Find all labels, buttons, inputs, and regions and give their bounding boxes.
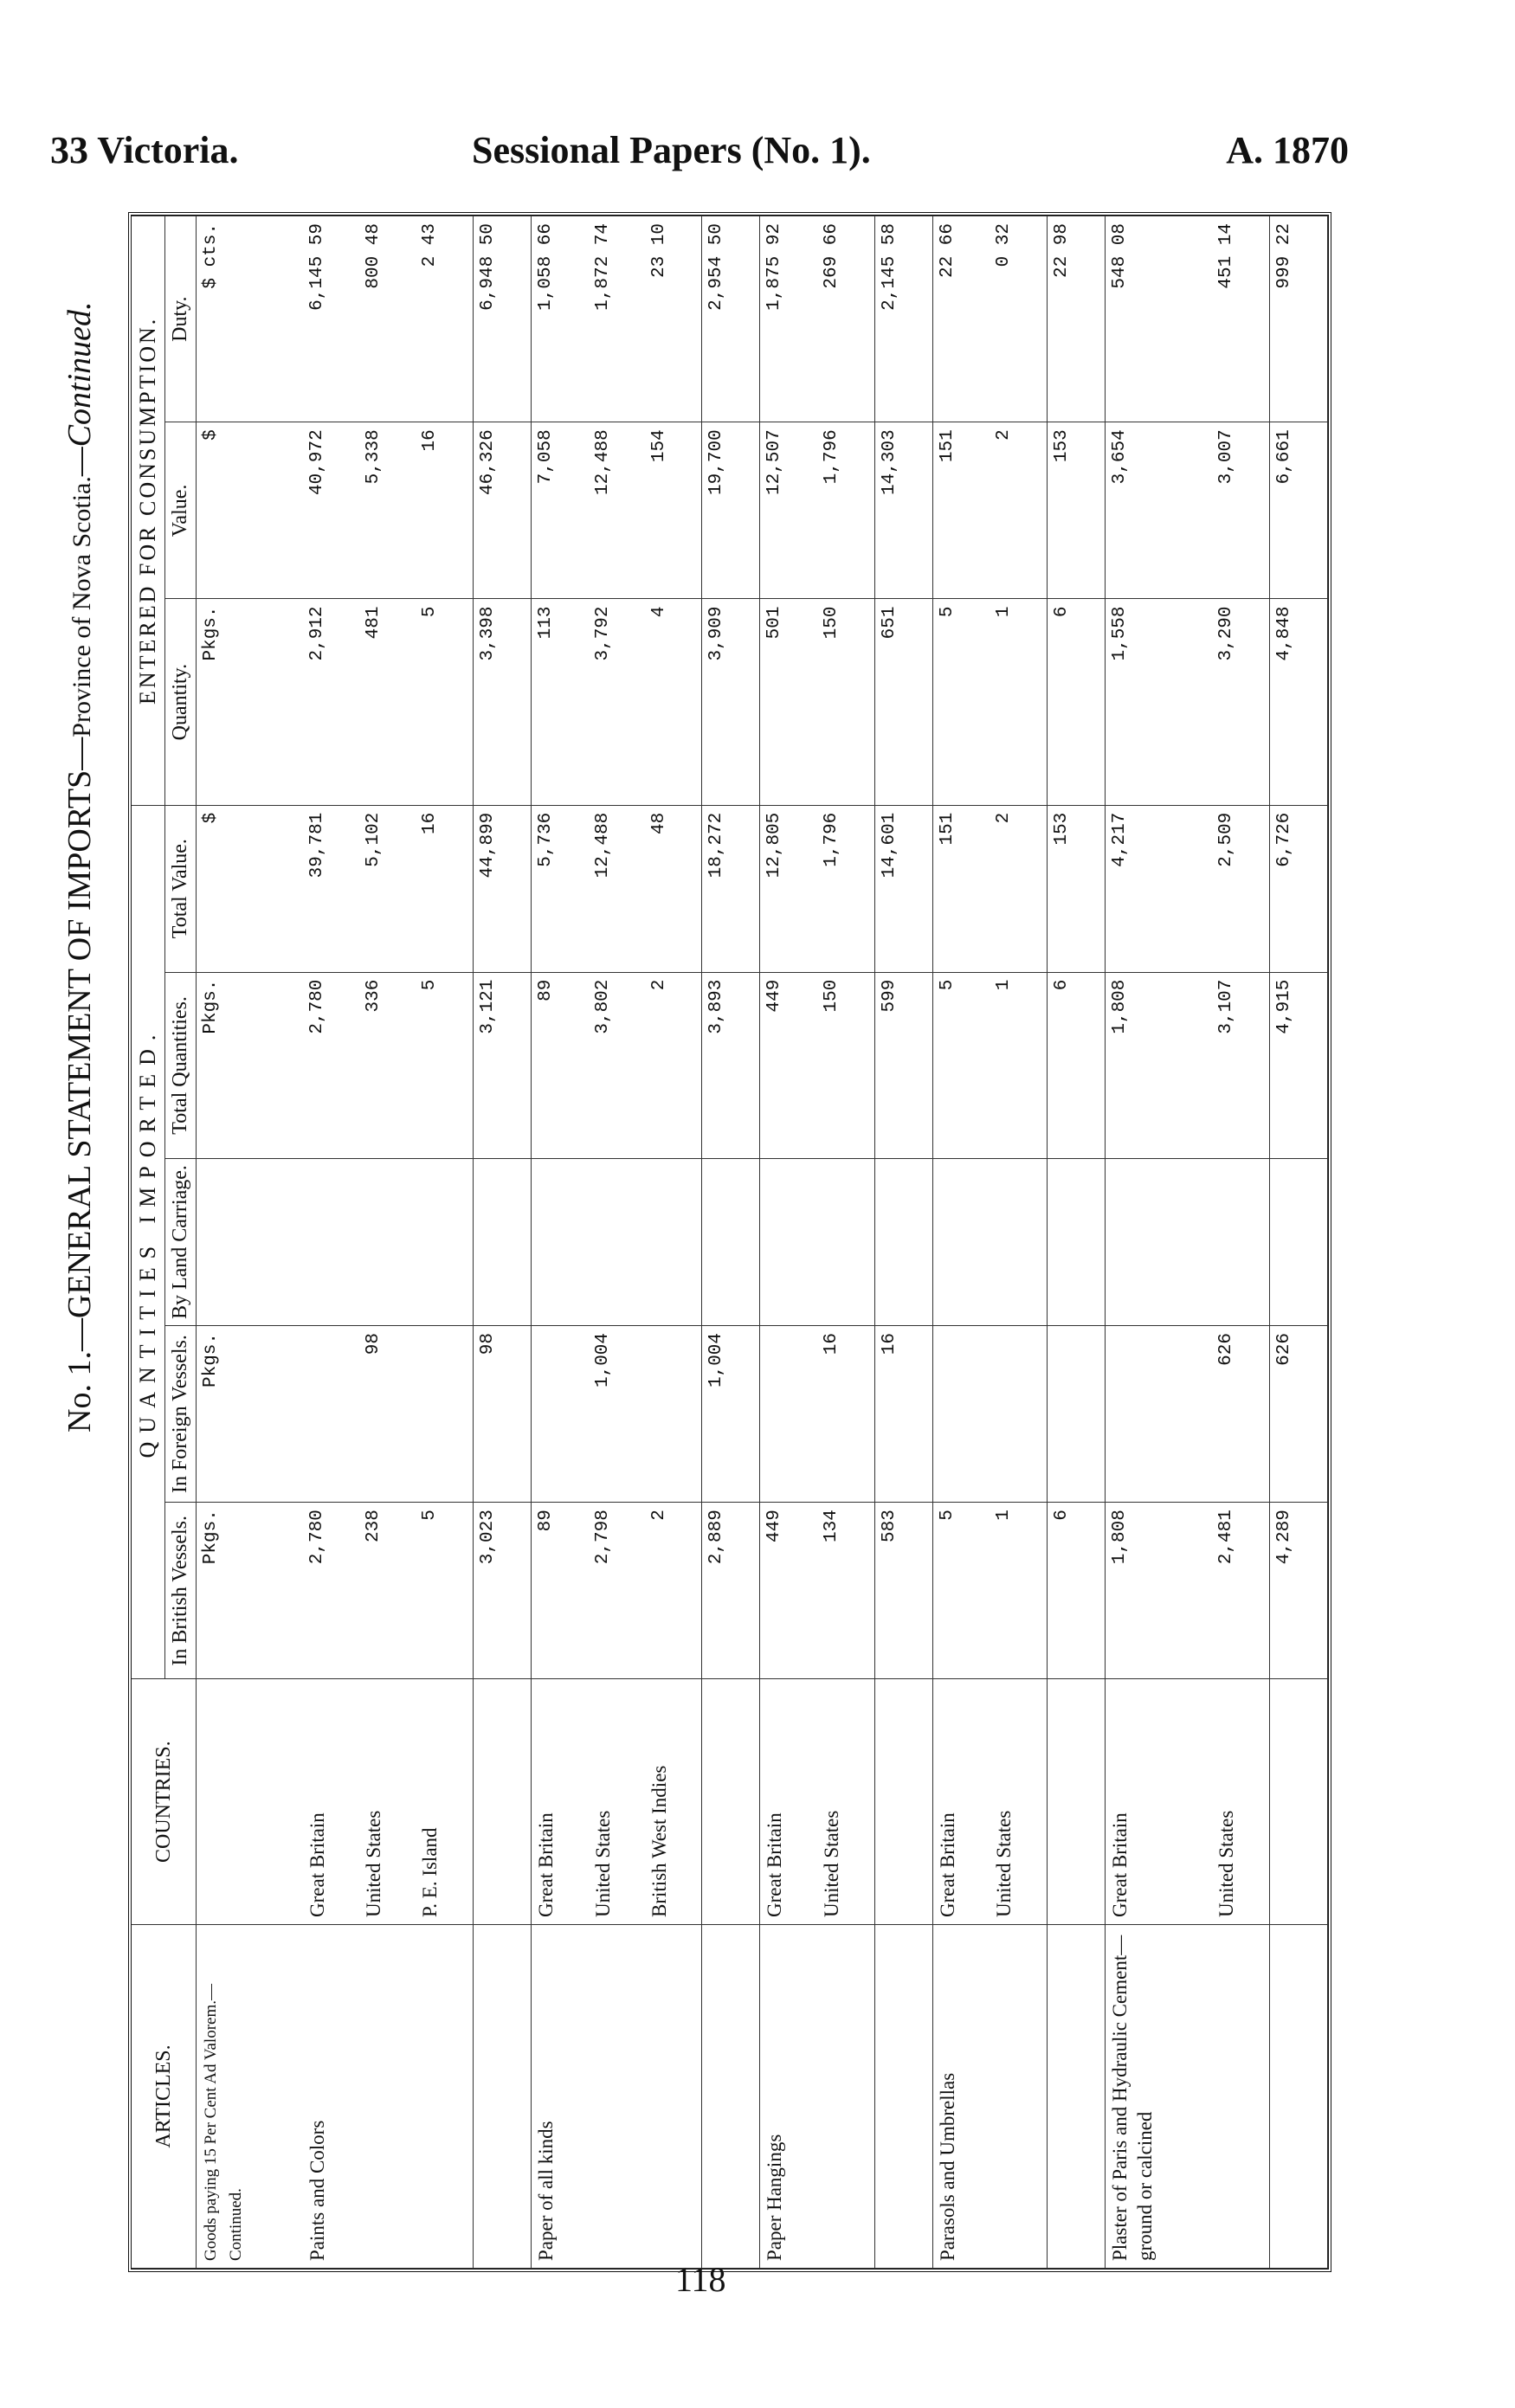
value-cell-q: 2,912 [303, 599, 359, 805]
table-row [932, 216, 990, 2269]
article-cell [990, 1924, 1047, 2268]
col-articles: ARTICLES. [132, 1924, 197, 2268]
section-heading: Goods paying 15 Per Cent Ad Valorem.—Continued. [197, 1924, 303, 2268]
value-cell-land [589, 1159, 645, 1326]
total-cell-foreign: 16 [874, 1326, 932, 1503]
value-cell-land [359, 1159, 416, 1326]
value-cell-d: 0 32 [990, 216, 1047, 422]
value-cell-tq: 449 [760, 972, 817, 1159]
unit-dollar: $ [197, 805, 303, 972]
title-sub: Province of Nova Scotia. [68, 476, 96, 737]
value-cell-land [817, 1159, 874, 1326]
value-cell-d: 269 66 [817, 216, 874, 422]
total-cell-land [874, 1159, 932, 1326]
value-cell-d: 2 43 [416, 216, 473, 422]
value-cell-land [416, 1159, 473, 1326]
total-cell-british: 2,889 [702, 1503, 760, 1679]
value-cell-q: 3,290 [1212, 599, 1269, 805]
value-cell-q: 5 [416, 599, 473, 805]
total-cell-tq: 599 [874, 972, 932, 1159]
article-cell [589, 1924, 645, 2268]
total-cell-tq: 3,121 [473, 972, 531, 1159]
value-cell-land [645, 1159, 702, 1326]
total-cell-v: 14,303 [874, 422, 932, 599]
total-cell-q: 6 [1048, 599, 1106, 805]
table-body [197, 216, 1328, 2269]
total-cell-tv: 44,899 [473, 805, 531, 972]
imports-table [132, 216, 1328, 2269]
value-cell-v: 3,654 [1106, 422, 1212, 599]
unit-pkgs: Pkgs. [197, 1326, 303, 1503]
value-cell-d: 1,058 66 [531, 216, 588, 422]
total-cell-d: 22 98 [1048, 216, 1106, 422]
value-cell-tv: 12,805 [760, 805, 817, 972]
value-cell-tv: 5,102 [359, 805, 416, 972]
total-cell-v: 6,661 [1269, 422, 1327, 599]
article-cell [359, 1924, 416, 2268]
country-cell: United States [359, 1679, 416, 1925]
value-cell-land [1106, 1159, 1212, 1326]
country-cell: Great Britain [303, 1679, 359, 1925]
col-value: Value. [165, 422, 197, 599]
total-cell-d: 999 22 [1269, 216, 1327, 422]
article-cell [817, 1924, 874, 2268]
table-row [1106, 216, 1212, 2269]
value-cell-foreign [1106, 1326, 1212, 1503]
total-cell-q: 4,848 [1269, 599, 1327, 805]
total-cell-british: 583 [874, 1503, 932, 1679]
total-cell-land [702, 1159, 760, 1326]
value-cell-d: 22 66 [932, 216, 990, 422]
total-cell-v: 153 [1048, 422, 1106, 599]
unit-pkgs: Pkgs. [197, 599, 303, 805]
country-cell: P. E. Island [416, 1679, 473, 1925]
total-cell-foreign: 1,004 [702, 1326, 760, 1503]
table-row [1212, 216, 1269, 2269]
value-cell-land [760, 1159, 817, 1326]
article-cell [645, 1924, 702, 2268]
total-cell-tq: 4,915 [1269, 972, 1327, 1159]
value-cell-d: 1,872 74 [589, 216, 645, 422]
value-cell-v: 3,007 [1212, 422, 1269, 599]
table-row [303, 216, 359, 2269]
total-cell-d: 2,145 58 [874, 216, 932, 422]
page-title [61, 301, 99, 1433]
total-cell-british: 4,289 [1269, 1503, 1327, 1679]
value-cell-q: 5 [932, 599, 990, 805]
country-cell: Great Britain [760, 1679, 817, 1925]
value-cell-tq: 1 [990, 972, 1047, 1159]
value-cell-british: 1 [990, 1503, 1047, 1679]
value-cell-tq: 5 [932, 972, 990, 1159]
value-cell-q: 150 [817, 599, 874, 805]
value-cell-foreign: 1,004 [589, 1326, 645, 1503]
table-row [990, 216, 1047, 2269]
total-cell-q: 3,398 [473, 599, 531, 805]
col-total-value: Total Value. [165, 805, 197, 972]
value-cell-q: 481 [359, 599, 416, 805]
value-cell-foreign [416, 1326, 473, 1503]
value-cell-v: 154 [645, 422, 702, 599]
value-cell-q: 3,792 [589, 599, 645, 805]
value-cell-british: 2 [645, 1503, 702, 1679]
table-row [359, 216, 416, 2269]
value-cell-tq: 3,107 [1212, 972, 1269, 1159]
value-cell-tv: 16 [416, 805, 473, 972]
total-cell-d: 6,948 50 [473, 216, 531, 422]
value-cell-land [531, 1159, 588, 1326]
value-cell-v: 151 [932, 422, 990, 599]
value-cell-foreign: 626 [1212, 1326, 1269, 1503]
value-cell-q: 4 [645, 599, 702, 805]
table-row [760, 216, 817, 2269]
article-cell: Paper of all kinds [531, 1924, 588, 2268]
total-cell-tv: 14,601 [874, 805, 932, 972]
total-row [1269, 216, 1327, 2269]
value-cell-tv: 12,488 [589, 805, 645, 972]
value-cell-foreign: 98 [359, 1326, 416, 1503]
total-cell-british: 6 [1048, 1503, 1106, 1679]
value-cell-foreign: 16 [817, 1326, 874, 1503]
value-cell-q: 1,558 [1106, 599, 1212, 805]
article-cell: Paints and Colors [303, 1924, 359, 2268]
value-cell-d: 451 14 [1212, 216, 1269, 422]
value-cell-land [303, 1159, 359, 1326]
value-cell-d: 23 10 [645, 216, 702, 422]
value-cell-british: 2,780 [303, 1503, 359, 1679]
value-cell-land [932, 1159, 990, 1326]
country-cell: Great Britain [1106, 1679, 1212, 1925]
value-cell-v: 12,488 [589, 422, 645, 599]
value-cell-british: 2,481 [1212, 1503, 1269, 1679]
article-cell: Plaster of Paris and Hydraulic Cement—ground or calcined [1106, 1924, 1212, 2268]
article-cell: Parasols and Umbrellas [932, 1924, 990, 2268]
value-cell-tv: 2 [990, 805, 1047, 972]
col-foreign: In Foreign Vessels. [165, 1326, 197, 1503]
value-cell-tv: 39,781 [303, 805, 359, 972]
article-cell [1212, 1924, 1269, 2268]
value-cell-q: 501 [760, 599, 817, 805]
country-cell: Great Britain [932, 1679, 990, 1925]
total-cell-foreign: 626 [1269, 1326, 1327, 1503]
total-cell-tq: 6 [1048, 972, 1106, 1159]
value-cell-tv: 5,736 [531, 805, 588, 972]
table-row [589, 216, 645, 2269]
country-cell: United States [990, 1679, 1047, 1925]
value-cell-v: 16 [416, 422, 473, 599]
value-cell-tv: 4,217 [1106, 805, 1212, 972]
value-cell-v: 7,058 [531, 422, 588, 599]
value-cell-tv: 2,509 [1212, 805, 1269, 972]
value-cell-tq: 1,808 [1106, 972, 1212, 1159]
value-cell-tv: 48 [645, 805, 702, 972]
value-cell-d: 6,145 59 [303, 216, 359, 422]
unit-pkgs: Pkgs. [197, 1503, 303, 1679]
value-cell-tq: 336 [359, 972, 416, 1159]
value-cell-foreign [531, 1326, 588, 1503]
total-cell-land [1048, 1159, 1106, 1326]
total-row [473, 216, 531, 2269]
total-cell-q: 3,909 [702, 599, 760, 805]
value-cell-d: 1,875 92 [760, 216, 817, 422]
value-cell-foreign [760, 1326, 817, 1503]
total-cell-v: 46,326 [473, 422, 531, 599]
total-cell-foreign: 98 [473, 1326, 531, 1503]
total-cell-tq: 3,893 [702, 972, 760, 1159]
value-cell-q: 113 [531, 599, 588, 805]
col-total-qty: Total Quantities. [165, 972, 197, 1159]
table-row [531, 216, 588, 2269]
value-cell-v: 40,972 [303, 422, 359, 599]
value-cell-foreign [990, 1326, 1047, 1503]
value-cell-foreign [645, 1326, 702, 1503]
country-cell: United States [589, 1679, 645, 1925]
value-cell-tq: 3,802 [589, 972, 645, 1159]
header-center: Sessional Papers (No. 1). [472, 129, 871, 171]
col-british: In British Vessels. [165, 1503, 197, 1679]
value-cell-tv: 1,796 [817, 805, 874, 972]
unit-pkgs: Pkgs. [197, 972, 303, 1159]
total-cell-tv: 18,272 [702, 805, 760, 972]
header-left: 33 Victoria. [50, 129, 239, 171]
total-cell-land [473, 1159, 531, 1326]
value-cell-v: 1,796 [817, 422, 874, 599]
article-cell: Paper Hangings [760, 1924, 817, 2268]
value-cell-tq: 89 [531, 972, 588, 1159]
page-number: 118 [675, 2260, 726, 2299]
unit-cts: $ cts. [197, 216, 303, 422]
total-row [874, 216, 932, 2269]
table-row [817, 216, 874, 2269]
value-cell-v: 2 [990, 422, 1047, 599]
value-cell-tq: 5 [416, 972, 473, 1159]
total-cell-d: 2,954 50 [702, 216, 760, 422]
value-cell-v: 12,507 [760, 422, 817, 599]
title-main: No. 1.—GENERAL STATEMENT OF IMPORTS— [61, 737, 98, 1433]
value-cell-british: 5 [416, 1503, 473, 1679]
header-right: A. 1870 [1226, 129, 1349, 171]
total-cell-foreign [1048, 1326, 1106, 1503]
col-qty-imported: QUANTITIES IMPORTED. [132, 805, 165, 1679]
total-cell-british: 3,023 [473, 1503, 531, 1679]
table-row [645, 216, 702, 2269]
country-cell: United States [817, 1679, 874, 1925]
value-cell-british: 238 [359, 1503, 416, 1679]
value-cell-d: 548 08 [1106, 216, 1212, 422]
unit-dollar: $ [197, 422, 303, 599]
imports-table-wrapper [128, 212, 1331, 2272]
value-cell-british: 2,798 [589, 1503, 645, 1679]
total-row [1048, 216, 1106, 2269]
col-duty: Duty. [165, 216, 197, 422]
total-cell-tv: 153 [1048, 805, 1106, 972]
total-cell-tv: 6,726 [1269, 805, 1327, 972]
total-cell-v: 19,700 [702, 422, 760, 599]
value-cell-d: 800 48 [359, 216, 416, 422]
col-entered: ENTERED FOR CONSUMPTION. [132, 216, 165, 806]
col-land: By Land Carriage. [165, 1159, 197, 1326]
value-cell-british: 449 [760, 1503, 817, 1679]
value-cell-tq: 2,780 [303, 972, 359, 1159]
title-cont: —Continued. [61, 301, 98, 477]
value-cell-british: 134 [817, 1503, 874, 1679]
article-cell [416, 1924, 473, 2268]
country-cell: British West Indies [645, 1679, 702, 1925]
section-row [197, 216, 303, 2269]
table-row [416, 216, 473, 2269]
total-row [702, 216, 760, 2269]
country-cell: United States [1212, 1679, 1269, 1925]
value-cell-foreign [932, 1326, 990, 1503]
value-cell-tq: 150 [817, 972, 874, 1159]
col-countries: COUNTRIES. [132, 1679, 197, 1925]
total-cell-q: 651 [874, 599, 932, 805]
value-cell-q: 1 [990, 599, 1047, 805]
value-cell-british: 5 [932, 1503, 990, 1679]
col-quantity: Quantity. [165, 599, 197, 805]
value-cell-v: 5,338 [359, 422, 416, 599]
total-cell-land [1269, 1159, 1327, 1326]
value-cell-tq: 2 [645, 972, 702, 1159]
value-cell-british: 89 [531, 1503, 588, 1679]
value-cell-land [1212, 1159, 1269, 1326]
value-cell-tv: 151 [932, 805, 990, 972]
country-cell: Great Britain [531, 1679, 588, 1925]
value-cell-british: 1,808 [1106, 1503, 1212, 1679]
value-cell-foreign [303, 1326, 359, 1503]
value-cell-land [990, 1159, 1047, 1326]
